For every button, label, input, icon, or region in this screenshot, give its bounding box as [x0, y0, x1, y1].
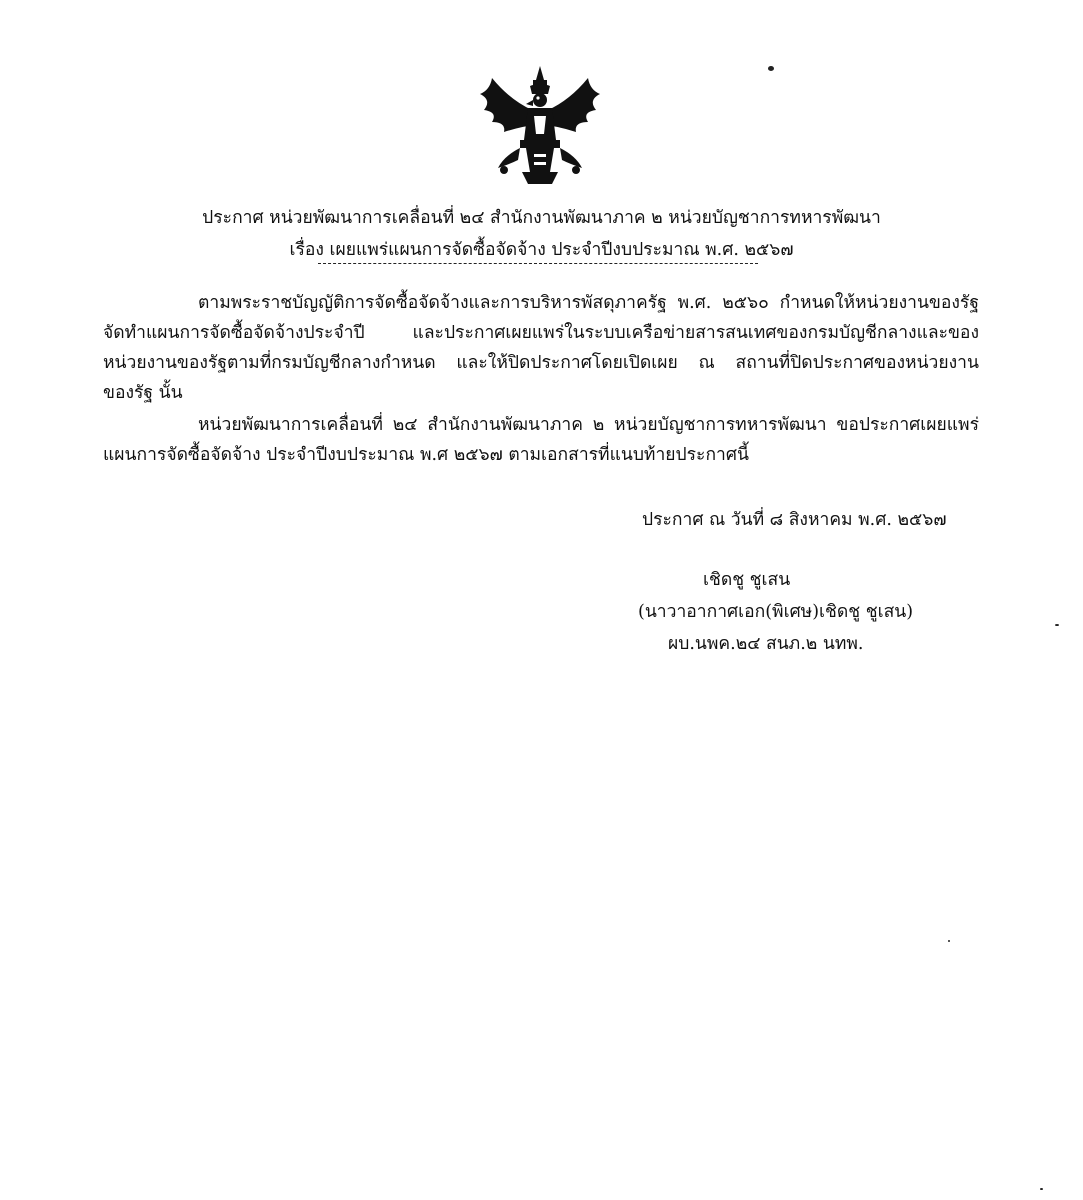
paragraph-line: ของรัฐ นั้น: [103, 383, 183, 403]
announcement-subject: เรื่อง เผยแพร่แผนการจัดซื้อจัดจ้าง ประจำปีงบประมาณ พ.ศ. ๒๕๖๗: [289, 240, 794, 260]
signature-name: เชิดชู ชูเสน: [703, 570, 791, 590]
scan-speck: [948, 940, 950, 942]
announcement-date: ประกาศ ณ วันที่ ๘ สิงหาคม พ.ศ. ๒๕๖๗: [642, 510, 947, 530]
signatory-position: ผบ.นพค.๒๔ สนภ.๒ นทพ.: [668, 634, 864, 654]
paragraph-line: แผนการจัดซื้อจัดจ้าง ประจำปีงบประมาณ พ.ศ ๒๕๖๗ ตามเอกสารที่แนบท้ายประกาศนี้: [103, 445, 749, 465]
title-separator: [318, 263, 758, 264]
scan-speck: [1040, 1188, 1043, 1190]
body-paragraph-2: [103, 410, 979, 470]
paragraph-line: หน่วยพัฒนาการเคลื่อนที่ ๒๔ สำนักงานพัฒนาภาค ๒ หน่วยบัญชาการทหารพัฒนา ขอประกาศเผยแพร่: [198, 415, 979, 435]
garuda-emblem-icon: [470, 60, 610, 190]
paragraph-line: จัดทำแผนการจัดซื้อจัดจ้างประจำปี และประกาศเผยแพร่ในระบบเครือข่ายสารสนเทศของกรมบัญชีกลางและของ: [103, 323, 979, 343]
announcement-title: ประกาศ หน่วยพัฒนาการเคลื่อนที่ ๒๔ สำนักงานพัฒนาภาค ๒ หน่วยบัญชาการทหารพัฒนา: [202, 208, 881, 228]
paragraph-line: ตามพระราชบัญญัติการจัดซื้อจัดจ้างและการบริหารพัสดุภาครัฐ พ.ศ. ๒๕๖๐ กำหนดให้หน่วยงานของรัฐ: [198, 293, 979, 313]
signatory-full-name: (นาวาอากาศเอก(พิเศษ)เชิดชู ชูเสน): [638, 602, 914, 622]
body-paragraph-1: [103, 288, 979, 408]
scan-speck: [1055, 624, 1059, 626]
paragraph-line: หน่วยงานของรัฐตามที่กรมบัญชีกลางกำหนด และให้ปิดประกาศโดยเปิดเผย ณ สถานที่ปิดประกาศของหน่วยงาน: [103, 353, 979, 373]
scan-speck: [768, 66, 774, 71]
